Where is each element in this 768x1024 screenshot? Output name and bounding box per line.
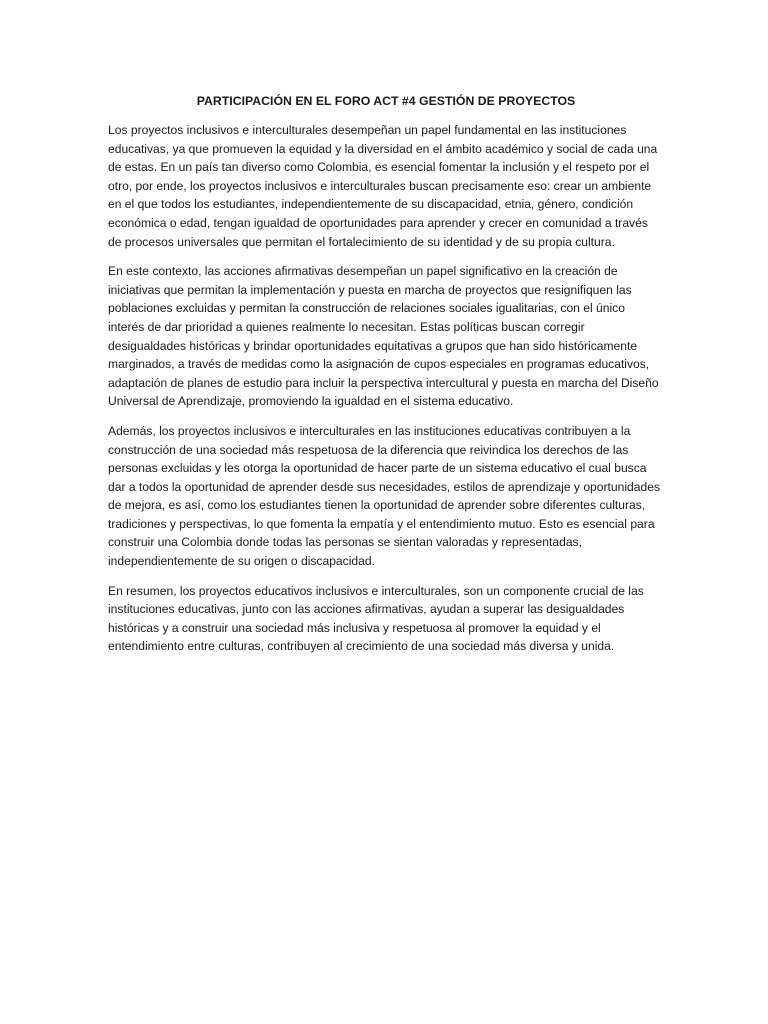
document-title: PARTICIPACIÓN EN EL FORO ACT #4 GESTIÓN DE PROYECTOS	[196, 94, 576, 108]
paragraph-2: En este contexto, las acciones afirmativas desempeñan un papel significativo en la creación de iniciativas que permitan la implementación y puesta en marcha de proyectos que resignifiquen las poblaciones excluidas y permitan la construcción de relaciones sociales igualitarias, con el único interés de dar prioridad a quienes realmente lo necesitan. Estas políticas buscan corregir desigualdades históricas y brindar oportunidades equitativas a grupos que han sido históricamente marginados, a través de medidas como la asignación de cupos especiales en programas educativos, adaptación de planes de estudio para incluir la perspectiva intercultural y puesta en marcha del Diseño Universal de Aprendizaje, promoviendo la igualdad en el sistema educativo.	[108, 264, 659, 409]
paragraph-1: Los proyectos inclusivos e interculturales desempeñan un papel fundamental en las instituciones educativas, ya que promueven la equidad y la diversidad en el ámbito académico y social de cada una de estas. En un país tan diverso como Colombia, es esencial fomentar la inclusión y el respeto por el otro, por ende, los proyectos inclusivos e interculturales buscan precisamente eso: crear un ambiente en el que todos los estudiantes, independientemente de su discapacidad, etnia, género, condición económica o edad, tengan igualdad de oportunidades para aprender y crecer en comunidad a través de procesos universales que permitan el fortalecimiento de su identidad y de su propia cultura.	[108, 123, 658, 249]
document-body	[108, 92, 664, 667]
paragraph-4: En resumen, los proyectos educativos inclusivos e interculturales, son un componente crucial de las instituciones educativas, junto con las acciones afirmativas, ayudan a superar las desigualdades históricas y a construir una sociedad más inclusiva y respetuosa al promover la equidad y el entendimiento entre culturas, contribuyen al crecimiento de una sociedad más diversa y unida.	[108, 583, 644, 654]
paragraph-3: Además, los proyectos inclusivos e interculturales en las instituciones educativas contribuyen a la construcción de una sociedad más respetuosa de la diferencia que reivindica los derechos de las personas excluidas y les otorga la oportunidad de hacer parte de un sistema educativo el cual busca dar a todos la oportunidad de aprender desde sus necesidades, estilos de aprendizaje y oportunidades de mejora, es así, como los estudiantes tienen la oportunidad de aprender sobre diferentes culturas, tradiciones y perspectivas, lo que fomenta la empatía y el entendimiento mutuo. Esto es esencial para construir una Colombia donde todas las personas se sientan valoradas y representadas, independientemente de su origen o discapacidad.	[108, 423, 660, 569]
